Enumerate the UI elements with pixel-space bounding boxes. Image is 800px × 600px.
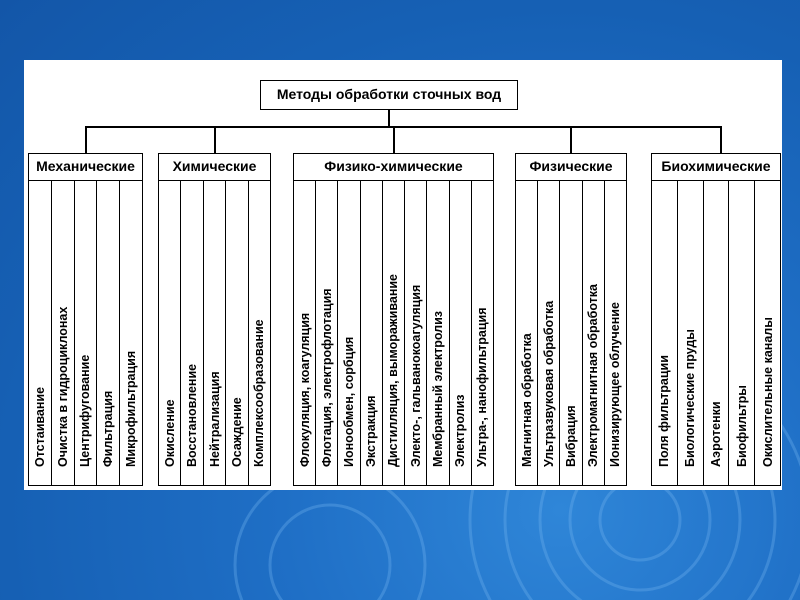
- item-label: Вибрация: [564, 405, 578, 467]
- item-label: Ультразвуковая обработка: [541, 300, 556, 467]
- category-physicochemical: Физико-химические: [293, 153, 494, 181]
- list-item: [249, 181, 270, 485]
- group-mechanical: [28, 181, 143, 486]
- list-item: [405, 181, 427, 485]
- category-chemical: Химические: [158, 153, 271, 181]
- item-label: Микрофильтрация: [124, 350, 139, 467]
- category-mechanical: Механические: [28, 153, 143, 181]
- group-biochemical: [651, 181, 781, 486]
- item-label: Мембранный электролиз: [430, 310, 445, 467]
- category-physical: Физические: [515, 153, 627, 181]
- item-label: Окисление: [162, 399, 177, 467]
- connector-horizontal: [85, 126, 721, 128]
- list-item: [361, 181, 383, 485]
- item-label: Окислительные каналы: [760, 317, 775, 467]
- list-item: [538, 181, 560, 485]
- list-item: [652, 181, 678, 485]
- list-item: [704, 181, 730, 485]
- item-label: Осаждение: [229, 397, 244, 467]
- list-item: [605, 181, 626, 485]
- connector-cat-0: [85, 126, 87, 153]
- list-item: [75, 181, 98, 485]
- item-label: Электо-, гальванокоагуляция: [408, 284, 423, 467]
- list-item: [516, 181, 538, 485]
- item-label: Экстракция: [364, 395, 379, 467]
- category-biochemical: Биохимические: [651, 153, 781, 181]
- item-label: Фильтрация: [101, 390, 116, 467]
- item-label: Дистилляция, вымораживание: [386, 274, 401, 467]
- list-item: [383, 181, 405, 485]
- list-item: [450, 181, 472, 485]
- group-physicochemical: [293, 181, 494, 486]
- connector-cat-4: [720, 126, 722, 153]
- item-label: Ультра-, нанофильтрация: [475, 307, 490, 467]
- item-label: Поля фильтрации: [657, 355, 672, 467]
- item-label: Центрифугование: [78, 354, 93, 467]
- list-item: [678, 181, 704, 485]
- connector-root-down: [388, 110, 390, 127]
- connector-cat-3: [570, 126, 572, 153]
- item-label: Аэротенки: [708, 401, 723, 467]
- list-item: [52, 181, 75, 485]
- item-label: Восстановление: [185, 363, 200, 467]
- list-item: [159, 181, 181, 485]
- list-item: [560, 181, 582, 485]
- item-label: Флокуляция, коагуляция: [297, 312, 312, 467]
- item-label: Нейтрализация: [207, 371, 222, 467]
- list-item: [226, 181, 248, 485]
- list-item: [338, 181, 360, 485]
- list-item: [97, 181, 120, 485]
- connector-cat-2: [393, 126, 395, 153]
- list-item: [204, 181, 226, 485]
- item-label: Электромагнитная обработка: [586, 284, 601, 467]
- item-label: Ионизирующее облучение: [608, 302, 623, 467]
- item-label: Электролиз: [453, 394, 468, 467]
- group-physical: [515, 181, 627, 486]
- list-item: [316, 181, 338, 485]
- item-label: Комплексообразование: [252, 319, 267, 467]
- item-label: Отстаивание: [32, 386, 47, 467]
- list-item: [29, 181, 52, 485]
- item-label: Флотация, электрофлотация: [319, 288, 334, 467]
- connector-cat-1: [214, 126, 216, 153]
- group-chemical: [158, 181, 271, 486]
- list-item: [755, 181, 780, 485]
- item-label: Биологические пруды: [683, 329, 698, 467]
- list-item: [472, 181, 493, 485]
- root-node-title: Методы обработки сточных вод: [260, 80, 518, 110]
- list-item: [181, 181, 203, 485]
- list-item: [729, 181, 755, 485]
- item-label: Очистка в гидроциклонах: [55, 306, 70, 467]
- list-item: [294, 181, 316, 485]
- item-label: Биофильтры: [734, 385, 749, 467]
- list-item: [583, 181, 605, 485]
- list-item: [427, 181, 449, 485]
- item-label: Ионообмен, сорбция: [342, 336, 357, 467]
- item-label: Магнитная обработка: [519, 333, 534, 467]
- list-item: [120, 181, 142, 485]
